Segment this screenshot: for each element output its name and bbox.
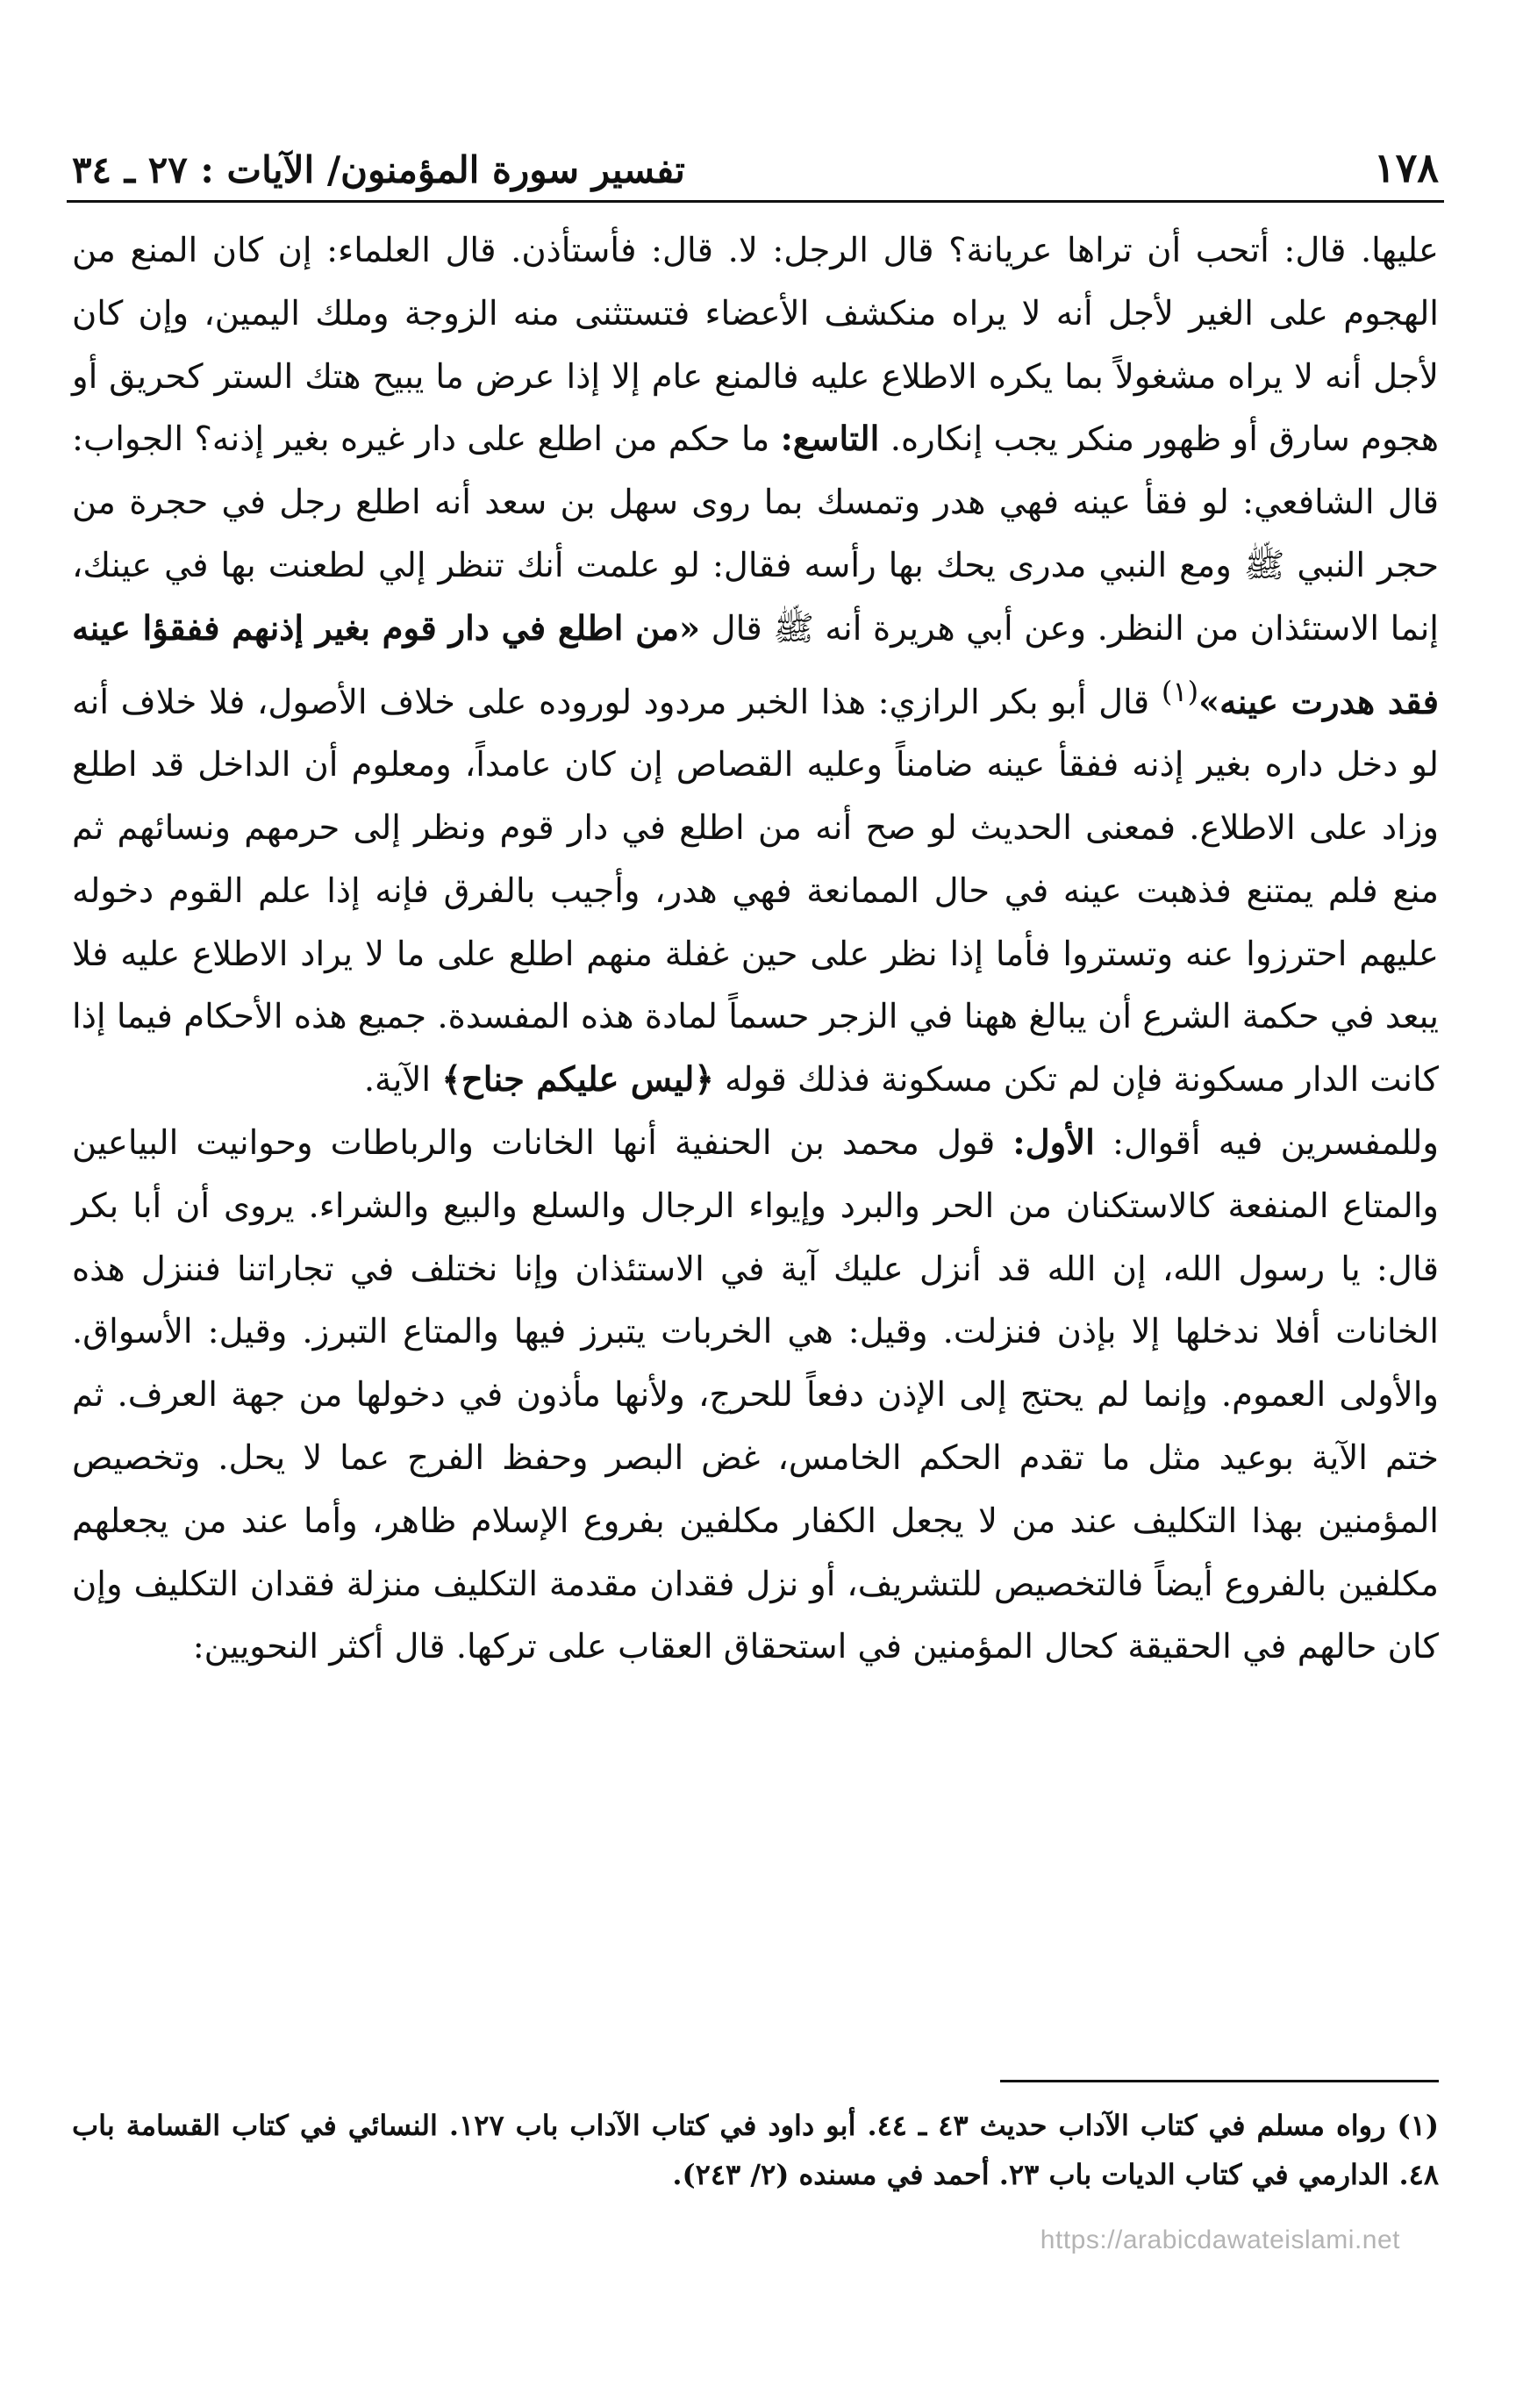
hadith-quote: «من اطلع في دار قوم بغير إذنهم ففقؤا عينه فقد هدرت عينه» xyxy=(72,608,1439,722)
para1-text-b: ما حكم من اطلع على دار غيره بغير إذنه؟ الجواب: قال الشافعي: لو فقأ عينه فهي هدر وتمسك بما روى سهل بن سعد أنه اطلع رجل في حجرة من حجر النبي ﷺ ومع النبي مدرى يحك بها رأسه فقال: لو علمت أنك تنظر إلي لطعنت بها في عينك، إنما الاستئذان من النظر. وعن أبي هريرة أنه ﷺ قال xyxy=(72,419,1439,649)
paragraph-2 xyxy=(72,1112,1439,1679)
watermark-url: https://arabicdawateislami.net xyxy=(1040,2225,1400,2254)
footnote-1: (١) رواه مسلم في كتاب الآداب حديث ٤٣ ـ ٤٤. أبو داود في كتاب الآداب باب ١٢٧. النسائي في كتاب القسامة باب ٤٨. الدارمي في كتاب الديات باب ٢٣. أحمد في مسنده (٢/ ٢٤٣). xyxy=(72,2109,1440,2191)
para2-text-a: وللمفسرين فيه أقوال: xyxy=(1112,1122,1439,1163)
footnotes xyxy=(72,2101,1439,2199)
paragraph-1 xyxy=(72,219,1439,1112)
main-text xyxy=(72,219,1439,1679)
running-header xyxy=(72,130,1439,191)
para1-text-d: الآية. xyxy=(363,1060,432,1100)
footnote-reference[interactable]: (١) xyxy=(1161,674,1199,708)
point-ninth-label: التاسع: xyxy=(780,419,880,460)
para1-text-c: قال أبو بكر الرازي: هذا الخبر مردود لوروده على خلاف الأصول، فلا خلاف أنه لو دخل داره بغير إذنه ففقأ عينه ضامناً وعليه القصاص إن كان عامداً، ومعلوم أن الداخل قد اطلع وزاد على الاطلاع. فمعنى الحديث لو صح أنه من اطلع في دار قوم ونظر إلى حرمهم ونسائهم ثم منع فلم يمتنع فذهبت عينه في حال الممانعة فهي هدر، وأجيب بالفرق فإنه إذا علم القوم دخوله عليهم احترزوا عنه وتستروا فأما إذا نظر على حين غفلة منهم اطلع على ما لا يراد الاطلاع عليه فلا يبعد في حكمة الشرع أن يبالغ ههنا في الزجر حسماً لمادة هذه المفسدة. جميع هذه الأحكام فيما إذا كانت الدار مسكونة فإن لم تكن مسكونة فذلك قوله xyxy=(72,682,1439,1100)
running-title: تفسير سورة المؤمنون/ الآيات : ٢٧ ـ ٣٤ xyxy=(72,148,685,191)
header-rule xyxy=(67,200,1444,203)
para1-text-a: عليها. قال: أتحب أن تراها عريانة؟ قال الرجل: لا. قال: فأستأذن. قال العلماء: إن كان المنع من الهجوم على الغير لأجل أنه لا يراه منكشف الأعضاء فتستثنى منه الزوجة وملك اليمين، وإن كان لأجل أنه لا يراه مشغولاً بما يكره الاطلاع عليه فالمنع عام إلا إذا عرض ما يبيح هتك الستر كحريق أو هجوم سارق أو ظهور منكر يجب إنكاره. xyxy=(72,231,1440,460)
para2-text-b: قول محمد بن الحنفية أنها الخانات والرباطات وحوانيت البياعين والمتاع المنفعة كالاستكنان من الحر والبرد وإيواء الرجال والسلع والبيع والشراء. يروى أن أبا بكر قال: يا رسول الله، إن الله قد أنزل عليك آية في الاستئذان وإنا نختلف في تجاراتنا فننزل هذه الخانات أفلا ندخلها إلا بإذن فنزلت. وقيل: هي الخربات يتبرز فيها والمتاع التبرز. وقيل: الأسواق. والأولى العموم. وإنما لم يحتج إلى الإذن دفعاً للحرج، ولأنها مأذون في دخولها من جهة العرف. ثم ختم الآية بوعيد مثل ما تقدم الحكم الخامس، غض البصر وحفظ الفرج عما لا يحل. وتخصيص المؤمنين بهذا التكليف عند من لا يجعل الكفار مكلفين بفروع الإسلام ظاهر، وأما عند من يجعلهم مكلفين بالفروع أيضاً فالتخصيص للتشريف، أو نزل فقدان مقدمة التكليف منزلة فقدان التكليف وإن كان حالهم في الحقيقة كحال المؤمنين في استحقاق العقاب على تركها. قال أكثر النحويين: xyxy=(72,1122,1439,1667)
point-first-label: الأول: xyxy=(1012,1122,1095,1163)
quran-quote: ﴿ليس عليكم جناح﴾ xyxy=(441,1060,714,1100)
footnote-rule xyxy=(1000,2080,1439,2082)
page-number: ١٧٨ xyxy=(1373,144,1439,191)
